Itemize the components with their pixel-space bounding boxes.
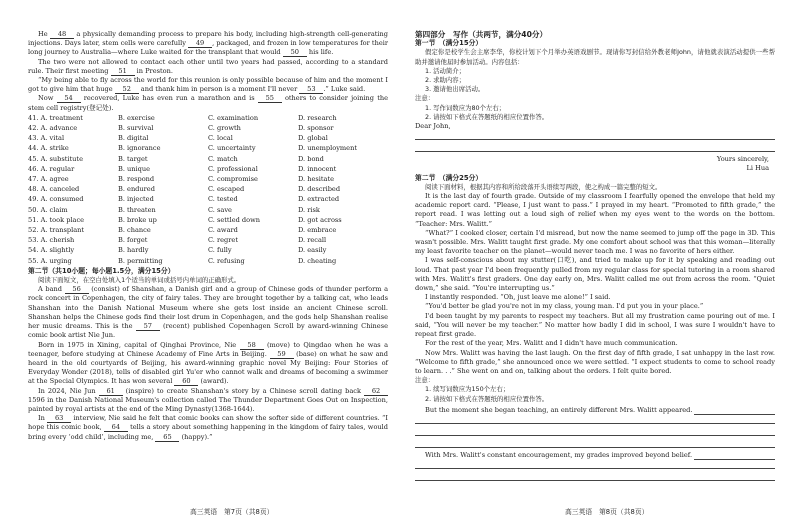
option-d: D. easily xyxy=(298,246,327,255)
writing-line xyxy=(415,131,775,140)
option-c: C. award xyxy=(208,226,238,235)
option-b: B. exercise xyxy=(118,113,155,122)
option-d: D. risk xyxy=(298,205,320,214)
option-a: 54. A. slightly xyxy=(28,246,75,255)
option-d: D. hesitate xyxy=(298,175,335,184)
option-row-42 xyxy=(28,124,388,133)
blank-56: 56 xyxy=(65,286,89,294)
note-item: 1. 续写词数应为150个左右； xyxy=(425,385,510,394)
passage-paragraph: Now 54 recovered, Luke has even run a marathon and is 55 others to consider joining the stem cell registry(登记处). xyxy=(28,94,388,112)
option-a: 48. A. canceled xyxy=(28,185,80,194)
blank-64: 64 xyxy=(104,424,128,432)
option-d: D. recall xyxy=(298,236,327,245)
writing-line xyxy=(415,143,775,152)
para2-start: With Mrs. Walitt's constant encouragement, my grades improved beyond belief. xyxy=(425,450,693,459)
option-c: C. fully xyxy=(208,246,232,255)
option-a: 41. A. treatment xyxy=(28,113,83,122)
note-item: 2. 请按如下格式在答题纸的相应位置作答。 xyxy=(425,112,549,121)
option-b: B. permitting xyxy=(118,256,163,265)
cloze-paragraph: Born in 1975 in Xining, capital of Qinghai Province, Nie 58 (move) to Qingdao when he was a teenager, before studying at Chinese Academy of Fine Arts in Beijing. 59 (base) on what he saw and heard in the old courtyards of Beijing, his award-winning graphic novel My Beijing: Four Stories of Everyday Wonder (2018), tells of disabled girl Yu'er who cannot walk and dreams of becoming a swimmer at the Special Olympics. It has won several 60 (award). xyxy=(28,340,388,386)
footer-page7: 高三英语 第7页（共8页） xyxy=(190,508,274,516)
option-b: B. ignorance xyxy=(118,144,161,153)
option-row-51 xyxy=(28,216,388,225)
blank-58: 58 xyxy=(240,342,264,350)
story-paragraph: I instantly responded. “Oh, just leave me alone!” I said. xyxy=(425,293,611,302)
option-c: C. tested xyxy=(208,195,238,204)
option-row-53 xyxy=(28,236,388,245)
option-a: 52. A. transplant xyxy=(28,226,85,235)
option-a: 50. A. claim xyxy=(28,205,68,214)
note-item: 1. 写作词数应为80个左右； xyxy=(425,103,506,112)
blank-61: 61 xyxy=(99,388,123,396)
blank-54: 54 xyxy=(57,95,81,103)
option-d: D. described xyxy=(298,185,341,194)
cloze-paragraph: In 2024, Nie Jun 61 (inspire) to create Shanshan's story by a Chinese scroll dating back 62 1596 in the Danish National Museum's collection called The Thunder Department Goes Out on Inspection, painted by royal artists at the end of the Ming Dynasty(1368-1644). xyxy=(28,386,388,413)
option-row-55 xyxy=(28,257,388,266)
option-b: B. target xyxy=(118,154,148,163)
writing-line xyxy=(415,460,775,469)
option-a: 42. A. advance xyxy=(28,124,78,133)
option-d: D. cheating xyxy=(298,256,337,265)
blank-60: 60 xyxy=(174,378,198,386)
story-paragraph: “What?” I cooked closer, certain I'd misread, but now the name seemed to jump off the page in 3D. This wasn't possible. Mrs. Walitt taught first grade. My one comfort about school was that this woman—literally my least favorite teacher on the planet—would never teach me. I was no favorite of hers either. xyxy=(415,228,775,256)
sec1-heading: 第一节 （满分15分） xyxy=(415,39,483,48)
option-row-46 xyxy=(28,165,388,174)
blank-59: 59 xyxy=(270,351,294,359)
section2-instruction: 阅读下面短文，在空白处填入1个适当的单词或括号内单词的正确形式。 xyxy=(38,276,241,285)
blank-55: 55 xyxy=(258,95,282,103)
option-c: C. refusing xyxy=(208,256,245,265)
sec1-notes xyxy=(415,104,775,122)
blank-53: 53 xyxy=(299,86,323,94)
option-c: C. save xyxy=(208,205,232,214)
writing-line xyxy=(415,472,775,481)
blank-52: 52 xyxy=(115,86,139,94)
blank-49: 49 xyxy=(188,40,212,48)
option-a: 51. A. took place xyxy=(28,215,85,224)
note-label-1: 注意： xyxy=(415,94,435,103)
cloze-passage-tail xyxy=(28,30,388,113)
option-b: B. unique xyxy=(118,164,151,173)
content-point: 2. 求助内容； xyxy=(425,76,466,85)
right-page xyxy=(415,30,775,484)
option-b: B. endured xyxy=(118,185,155,194)
option-d: D. extracted xyxy=(298,195,340,204)
option-b: B. respond xyxy=(118,175,155,184)
option-row-44 xyxy=(28,144,388,153)
option-a: 45. A. substitute xyxy=(28,154,83,163)
option-a: 47. A. agree xyxy=(28,175,69,184)
footer-page8: 高三英语 第8页（共8页） xyxy=(565,508,649,516)
option-b: B. broke up xyxy=(118,215,157,224)
option-c: C. escaped xyxy=(208,185,245,194)
blank-51: 51 xyxy=(111,68,135,76)
writing-line xyxy=(415,427,775,436)
option-c: C. settled down xyxy=(208,215,260,224)
option-c: C. match xyxy=(208,154,238,163)
option-d: D. research xyxy=(298,113,337,122)
blank-57: 57 xyxy=(136,323,160,331)
option-b: B. survival xyxy=(118,124,154,133)
option-d: D. got across xyxy=(298,215,342,224)
sec1-prompt: 假定你是校学生会主席李华，你校计划下个月举办英语戏剧节。现请你写封信给外教老师John，请他就表演活动提供一些帮助并邀请他届时参加活动。内容包括： xyxy=(415,48,775,66)
option-d: D. bond xyxy=(298,154,324,163)
option-b: B. forget xyxy=(118,236,148,245)
blank-63: 63 xyxy=(47,415,71,423)
option-a: 53. A. cherish xyxy=(28,236,75,245)
grammar-cloze-passage xyxy=(28,285,388,441)
option-b: B. threaten xyxy=(118,205,156,214)
option-d: D. global xyxy=(298,134,328,143)
story-paragraph: “You'd better be glad you're not in my class, young man. I'd put you in your place.” xyxy=(425,302,704,311)
option-a: 44. A. strike xyxy=(28,144,69,153)
option-a: 49. A. consumed xyxy=(28,195,84,204)
content-point: 1. 活动简介； xyxy=(425,66,466,75)
left-page xyxy=(28,30,388,442)
option-b: B. chance xyxy=(118,226,151,235)
option-row-48 xyxy=(28,185,388,194)
option-row-52 xyxy=(28,226,388,235)
writing-line xyxy=(694,407,775,415)
note-item: 2. 请按如下格式在答题纸的相应位置作答。 xyxy=(425,394,549,403)
option-d: D. innocent xyxy=(298,164,337,173)
option-row-54 xyxy=(28,246,388,255)
content-point: 3. 邀请他出席活动。 xyxy=(425,85,485,94)
sec2-heading: 第二节 （满分25分） xyxy=(415,173,483,182)
closing: Yours sincerely, xyxy=(716,155,769,164)
option-c: C. growth xyxy=(208,124,241,133)
option-d: D. embrace xyxy=(298,226,337,235)
story-paragraph: I was self-conscious about my stutter(口吃), and tried to make up for it by speaking and reading out loud. That past year I'd been frequently pulled from my regular class for special tutoring in a room shared with Mrs. Walitt's first graders. One day early on, Mrs. Walitt called me out from across the room. “Quiet down,” she said. “You're interrupting us.” xyxy=(415,256,775,293)
passage-paragraph: “My being able to fly across the world for this reunion is only possible because of him and the moment I got to give him that huge 52 and thank him in person is a moment I'll never 53 .” Luke said. xyxy=(28,76,388,94)
option-row-47 xyxy=(28,175,388,184)
option-a: 46. A. regular xyxy=(28,164,75,173)
blank-62: 62 xyxy=(364,388,388,396)
signature: Li Hua xyxy=(746,164,769,173)
option-row-50 xyxy=(28,206,388,215)
cloze-paragraph: A band 56 (consist) of Shanshan, a Danish girl and a group of Chinese gods of thunder perform a rock concert in Copenhagen, the city of fairy tales. They are brought together by a talking cat, who leads Shanshan into the Danish National Museum where she gets lost inside an ancient Chinese scroll. Shanshan helps the Chinese gods find their lost drum in Copenhagen, and the gods help Shanshan realise her music dreams. This is the 57 (recent) published Copenhagen Scroll by award-winning Chinese comic book artist Nie Jun. xyxy=(28,285,389,340)
story-paragraph: I'd been taught by my parents to respect my teachers. But all my frustration came pouring out of me. I said, “You will never be my teacher.” No matter how badly I did in school, I was sure I wouldn't have to repeat first grade. xyxy=(415,311,775,339)
option-row-45 xyxy=(28,155,388,164)
passage-paragraph: The two were not allowed to contact each other until two years had passed, according to a standard rule. Their first meeting 51 in Preston. xyxy=(28,57,388,75)
option-b: B. hardly xyxy=(118,246,149,255)
sec2-notes xyxy=(415,385,775,403)
salutation: Dear John, xyxy=(415,122,451,131)
passage-paragraph: He 48 a physically demanding process to prepare his body, including high-strength cell-generating injections. Days later, stem cells were carefully 49 , packaged, and frozen in low temperatures for their long journey to Australia—where Luke waited for the transplant that would 50 his life. xyxy=(28,30,389,57)
option-a: 55. A. urging xyxy=(28,256,72,265)
option-c: C. professional xyxy=(208,164,258,173)
option-b: B. digital xyxy=(118,134,149,143)
sec1-points xyxy=(415,67,775,95)
story-paragraph: It is the last day of fourth grade. Outside of my classroom I fearfully opened the envelope that held my academic report card. “Please, I just want to pass.” I prayed in my heart. “Promoted to fifth grade,” the report read. I was letting out a loud sigh of relief when my eyes went to the words on the bottom. “Teacher: Mrs. Walitt.” xyxy=(415,192,775,228)
option-row-43 xyxy=(28,134,388,143)
option-c: C. local xyxy=(208,134,233,143)
option-d: D. sponsor xyxy=(298,124,334,133)
blank-65: 65 xyxy=(155,434,179,442)
story-passage xyxy=(415,192,775,376)
sec2-instruction: 阅读下面材料，根据其内容和所给段落开头语续写两段，使之构成一篇完整的短文。 xyxy=(425,182,662,191)
part4-heading: 第四部分 写作（共两节，满分40分） xyxy=(415,30,548,39)
writing-line xyxy=(694,452,775,460)
option-c: C. examination xyxy=(208,113,259,122)
para1-start: But the moment she began teaching, an entirely different Mrs. Walitt appeared. xyxy=(425,405,693,414)
option-b: B. injected xyxy=(118,195,154,204)
writing-line xyxy=(415,439,775,448)
option-d: D. unemployment xyxy=(298,144,357,153)
option-a: 43. A. vital xyxy=(28,134,65,143)
writing-line xyxy=(415,415,775,424)
story-paragraph: For the rest of the year, Mrs. Walitt and I didn't have much communication. xyxy=(425,339,678,348)
story-paragraph: Now Mrs. Walitt was having the last laugh. On the first day of fifth grade, I sat unhappy in the last row. “Welcome to fifth grade,” she announced once we were settled. “I expect students to come to school ready to learn. . .” She went on and on, talking about the orders. I felt quite bored. xyxy=(415,348,775,375)
cloze-paragraph: In 63 interview, Nie said he felt that comic books can show the softer side of different countries. “I hope this comic book, 64 tells a story about something happening in the kingdom of fairy tales, would bring every ‘odd child’, including me, 65 (happy).” xyxy=(28,414,388,441)
option-c: C. compromise xyxy=(208,175,258,184)
blank-48: 48 xyxy=(50,31,74,39)
option-c: C. regret xyxy=(208,236,238,245)
option-row-41 xyxy=(28,114,388,123)
option-c: C. uncertainty xyxy=(208,144,256,153)
note-label-2: 注意： xyxy=(415,376,435,385)
para1-row xyxy=(415,406,775,415)
para2-row xyxy=(415,451,775,460)
blank-50: 50 xyxy=(283,49,307,57)
options-table xyxy=(28,114,388,266)
section2-heading: 第二节（共10小题；每小题1.5分，满分15分） xyxy=(28,266,175,275)
option-row-49 xyxy=(28,195,388,204)
